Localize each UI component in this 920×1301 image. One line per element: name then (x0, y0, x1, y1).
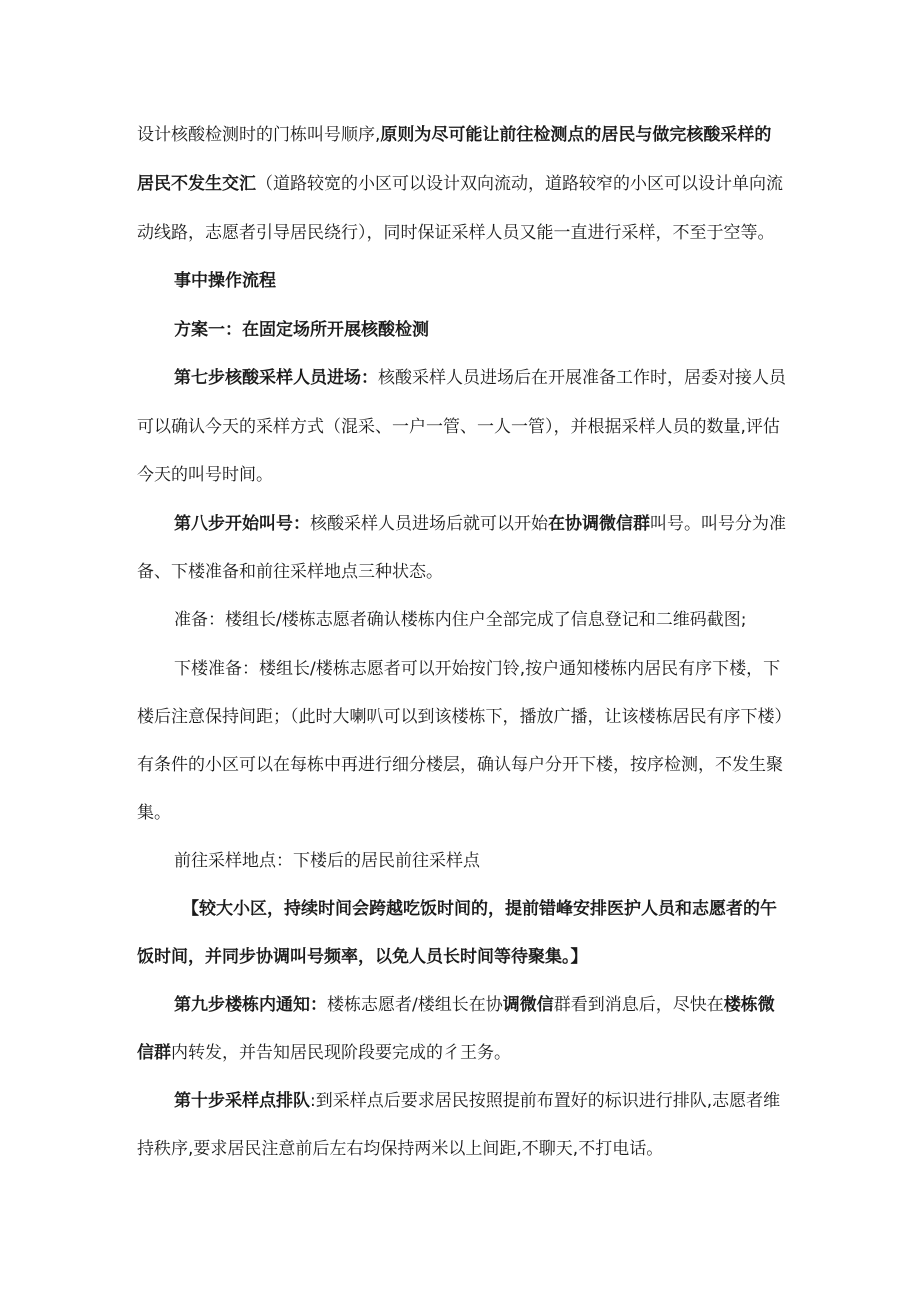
intro-text: （道路较宽的小区可以设计双向流动，道路较窄的小区可以设计单向流 (256, 174, 783, 194)
plan-heading: 方案一：在固定场所开展核酸检测 (174, 320, 429, 340)
step10-line-2: 持秩序,要求居民注意前后左右均保持两米以上间距,不聊天,不打电话。 (137, 1139, 664, 1159)
step9-text: 楼栋志愿者/楼组长在协 (327, 995, 503, 1015)
step7-title: 第七步核酸采样人员进场： (174, 368, 378, 388)
step9-text-end: 内转发，并告知居民现阶段要完成的彳王务。 (171, 1043, 511, 1063)
prepare-line: 准备：楼组长/楼栋志愿者确认楼栋内住户全部完成了信息登记和二维码截图; (174, 610, 747, 630)
step9-building-group-bold: 楼栋微 (723, 995, 775, 1015)
step9-text-mid: 群看到消息后，尽快在 (553, 995, 724, 1015)
step9-title: 第九步楼栋内通知： (174, 995, 327, 1015)
down-prepare-line-2: 楼后注意保持间距；（此时大喇叭可以到该楼栋下，播放广播，让该楼栋居民有序下楼） (137, 707, 792, 727)
step7-line-3: 今天的叫号时间。 (137, 465, 273, 485)
intro-principle-bold: 原则为尽可能让前往检测点的居民与做完核酸采样的 (380, 125, 772, 145)
intro-text: 设计核酸检测时的门栋叫号顺序, (137, 125, 381, 145)
step7-line-1 (174, 367, 786, 389)
note-line-1: 【较大小区，持续时间会跨越吃饭时间的，提前错峰安排医护人员和志愿者的午 (182, 899, 777, 919)
section-heading: 事中操作流程 (174, 271, 276, 291)
go-site-line: 前往采样地点：下楼后的居民前往采样点 (174, 851, 480, 871)
step9-group-bold-end: 信群 (137, 1043, 171, 1063)
intro-line-3: 动线路，志愿者引导居民绕行），同时保证采样人员又能一直进行采样，不至于空等。 (137, 223, 775, 243)
step8-line-1 (174, 513, 786, 535)
step10-line-1 (174, 1090, 780, 1112)
step8-line-2: 备、下楼准备和前往采样地点三种状态。 (137, 562, 443, 582)
down-prepare-line-4: 集。 (137, 803, 171, 823)
intro-line-1 (137, 124, 771, 146)
step7-line-2: 可以确认今天的采样方式（混采、一户一管、一人一管），并根据采样人员的数量,评估 (137, 417, 780, 437)
step9-line-1 (174, 994, 775, 1016)
note-line-2: 饭时间，并同步协调叫号频率，以免人员长时间等待聚集。】 (137, 947, 588, 967)
step10-text: :到采样点后要求居民按照提前布置好的标识进行排队,志愿者维 (310, 1091, 781, 1111)
step8-group-bold: 在协调微信群 (548, 514, 650, 534)
step8-title: 第八步开始叫号： (174, 514, 310, 534)
step10-title: 第十步采样点排队 (174, 1091, 310, 1111)
step7-text: 核酸采样人员进场后在开展准备工作时，居委对接人员 (378, 368, 786, 388)
step8-text-end: 叫号。叫号分为准 (650, 514, 786, 534)
down-prepare-line-1: 下楼准备：楼组长/楼栋志愿者可以开始按门铃,按户通知楼栋内居民有序下楼，下 (174, 659, 781, 679)
down-prepare-line-3: 有条件的小区可以在每栋中再进行细分楼层，确认每户分开下楼，按序检测，不发生聚 (137, 755, 783, 775)
step9-line-2 (137, 1042, 511, 1064)
step8-text: 核酸采样人员进场后就可以开始 (310, 514, 548, 534)
intro-principle-bold-end: 居民不发生交汇 (137, 174, 256, 194)
intro-line-2 (137, 173, 783, 195)
step9-wechat-bold: 调微信 (502, 995, 554, 1015)
